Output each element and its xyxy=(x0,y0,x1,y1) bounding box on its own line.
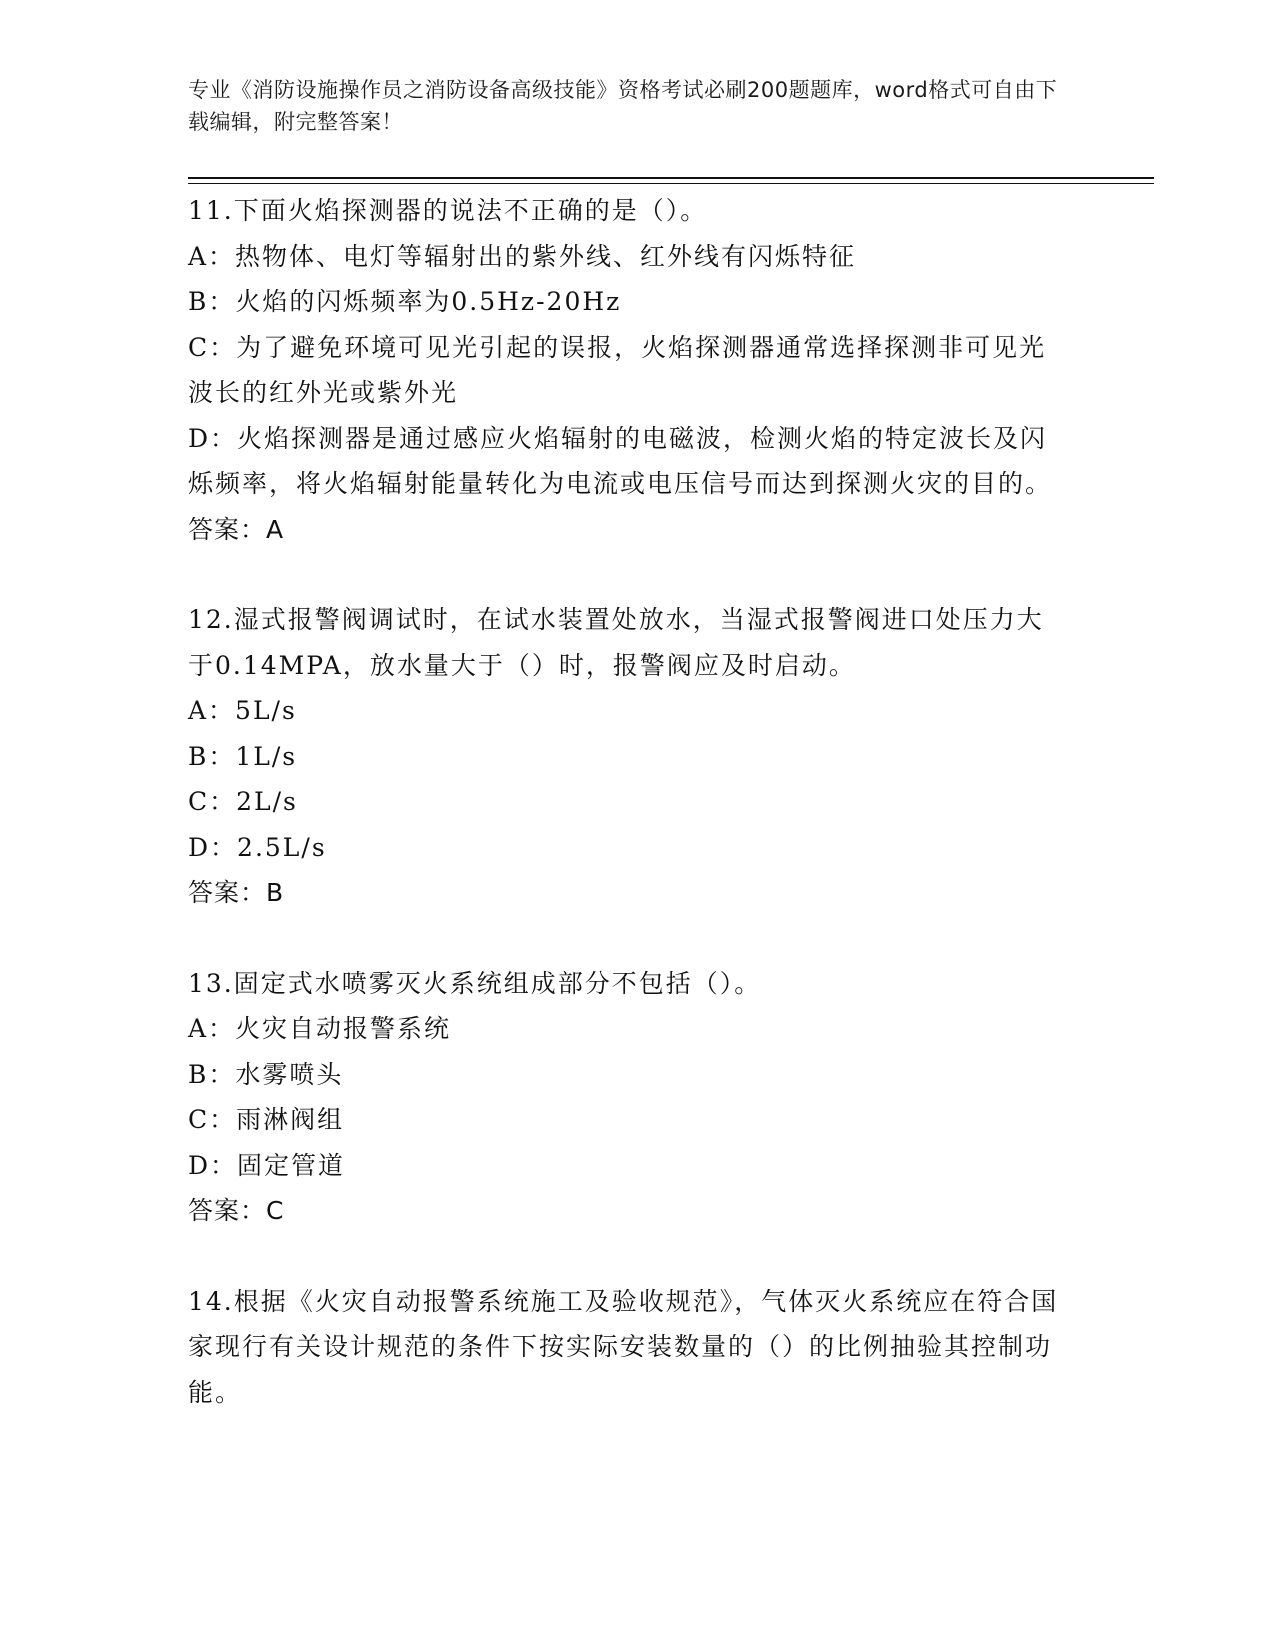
option-b: B：水雾喷头 xyxy=(188,1059,344,1089)
question-list xyxy=(188,188,1068,1460)
question-stem: 12.湿式报警阀调试时，在试水装置处放水，当湿式报警阀进口处压力大于0.14MPA，放水量大于（）时，报警阀应及时启动。 xyxy=(188,605,1044,680)
option-b: B：1L/s xyxy=(188,741,298,771)
option-d: D：火焰探测器是通过感应火焰辐射的电磁波，检测火焰的特定波长及闪烁频率，将火焰辐射能量转化为电流或电压信号而达到探测火灾的目的。 xyxy=(188,423,1053,498)
question-11 xyxy=(188,188,1068,552)
option-c: C：雨淋阀组 xyxy=(188,1105,345,1134)
option-d: D：2.5L/s xyxy=(188,832,327,862)
answer-line: 答案：B xyxy=(188,878,285,907)
document-header: 专业《消防设施操作员之消防设备高级技能》资格考试必刷200题题库，word格式可自由下载编辑，附完整答案！ xyxy=(188,78,1058,134)
option-a: A：热物体、电灯等辐射出的紫外线、红外线有闪烁特征 xyxy=(188,241,857,271)
option-c: C：为了避免环境可见光引起的误报，火焰探测器通常选择探测非可见光波长的红外光或紫外光 xyxy=(188,332,1047,407)
answer-line: 答案：C xyxy=(188,1196,285,1225)
option-d: D：固定管道 xyxy=(188,1150,346,1180)
header-rule-thick xyxy=(188,177,1154,179)
question-14 xyxy=(188,1279,1068,1416)
header-rule-thin xyxy=(188,183,1154,184)
option-a: A：火灾自动报警系统 xyxy=(188,1014,452,1043)
question-stem: 11.下面火焰探测器的说法不正确的是（）。 xyxy=(188,196,708,225)
question-stem: 14.根据《火灾自动报警系统施工及验收规范》，气体灭火系统应在符合国家现行有关设计规范的条件下按实际安装数量的（）的比例抽验其控制功能。 xyxy=(188,1286,1059,1407)
answer-line: 答案：A xyxy=(188,514,285,544)
option-b: B：火焰的闪烁频率为0.5Hz-20Hz xyxy=(188,287,622,316)
question-stem: 13.固定式水喷雾灭火系统组成部分不包括（）。 xyxy=(188,968,762,998)
question-12 xyxy=(188,597,1068,916)
option-a: A：5L/s xyxy=(188,696,297,725)
question-13 xyxy=(188,961,1068,1234)
option-c: C：2L/s xyxy=(188,787,298,816)
